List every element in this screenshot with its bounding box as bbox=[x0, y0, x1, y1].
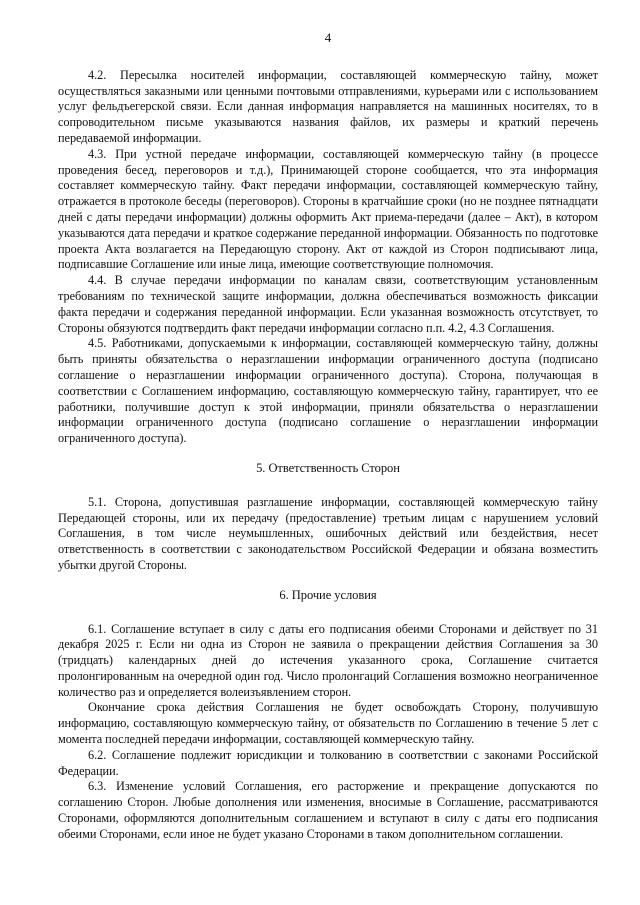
clause-4-4: 4.4. В случае передачи информации по каналам связи, соответствующим установленным требованиям по технической защите информации, должна обеспечиваться возможность фиксации факта передачи и содержания переданной информации. Если указанная возможность отсутствует, то Стороны обязуются подтвердить факт передачи информации согласно п.п. 4.2, 4.3 Соглашения. bbox=[58, 273, 598, 335]
clause-6-3: 6.3. Изменение условий Соглашения, его расторжение и прекращение допускаются по соглашению Сторон. Любые дополнения или изменения, вносимые в Соглашение, рассматриваются Сторонами, оформляются дополнительным соглашением и вступают в силу с даты его подписания обеими Сторонами, если иное не будет указано Сторонами в таком дополнительном соглашении. bbox=[58, 779, 598, 841]
document-page bbox=[58, 30, 598, 843]
page-number: 4 bbox=[324, 30, 332, 45]
clause-6-2: 6.2. Соглашение подлежит юрисдикции и толкованию в соответствии с законами Российской Федерации. bbox=[58, 747, 598, 778]
section-5-heading: 5. Ответственность Сторон bbox=[256, 460, 400, 475]
clause-6-1-continued: Окончание срока действия Соглашения не будет освобождать Сторону, получившую информацию, составляющую коммерческую тайну, от обязательств по Соглашению в течение 5 лет с момента последней передачи информации, составляющей коммерческую тайну. bbox=[58, 700, 598, 747]
clause-5-1: 5.1. Сторона, допустившая разглашение информации, составляющей коммерческую тайну Передающей стороны, или их передачу (предоставление) третьим лицам с нарушением условий Соглашения, в том числе неумышленных, ошибочных действий или бездействия, несет ответственность в соответствии с законодательством Российской Федерации и обязана возместить убытки другой Стороны. bbox=[58, 494, 598, 572]
clause-4-3: 4.3. При устной передаче информации, составляющей коммерческую тайну (в процессе проведения бесед, переговоров и т.д.), Принимающей стороне сообщается, что эта информация составляет коммерческую тайну. Факт передачи информации, составляющей коммерческую тайну, отражается в протоколе беседы (переговоров). Стороны в кратчайшие сроки (но не позднее пятнадцати дней с даты передачи информации) должны оформить Акт приема-передачи (далее – Акт), в котором указываются дата передачи и краткое содержание переданной информации. Обязанность по подготовке проекта Акта возлагается на Передающую сторону. Акт от каждой из Сторон подписывают лица, подписавшие Соглашение или иные лица, имеющие соответствующие полномочия. bbox=[58, 146, 598, 272]
clause-6-1: 6.1. Соглашение вступает в силу с даты его подписания обеими Сторонами и действует по 31 декабря 2025 г. Если ни одна из Сторон не заявила о прекращении действия Соглашения за 30 (тридцать) календарных дней до истечения указанного срока, Соглашение считается пролонгированным на очередной один год. Число пролонгаций Соглашения возможно неограниченное количество раз и определяется волеизъявлением сторон. bbox=[58, 621, 598, 699]
clause-4-5: 4.5. Работниками, допускаемыми к информации, составляющей коммерческую тайну, должны быть приняты обязательства о неразглашении информации ограниченного доступа (подписано соглашение о неразглашении информации ограниченного доступа). Сторона, получающая в соответствии с Соглашением информацию, составляющую коммерческую тайну, гарантирует, что ее работники, получившие доступ к этой информации, приняли обязательства о неразглашении информации ограниченного доступа (подписано соглашение о неразглашении информации ограниченного доступа). bbox=[58, 336, 598, 446]
section-6-heading: 6. Прочие условия bbox=[279, 587, 377, 602]
clause-4-2: 4.2. Пересылка носителей информации, составляющей коммерческую тайну, может осуществляться заказными или ценными почтовыми отправлениями, курьерами или с использованием услуг фельдъегерской связи. Если данная информация направляется на машинных носителях, то в сопроводительном письме указываются названия файлов, их размеры и краткий перечень передаваемой информации. bbox=[58, 67, 598, 145]
